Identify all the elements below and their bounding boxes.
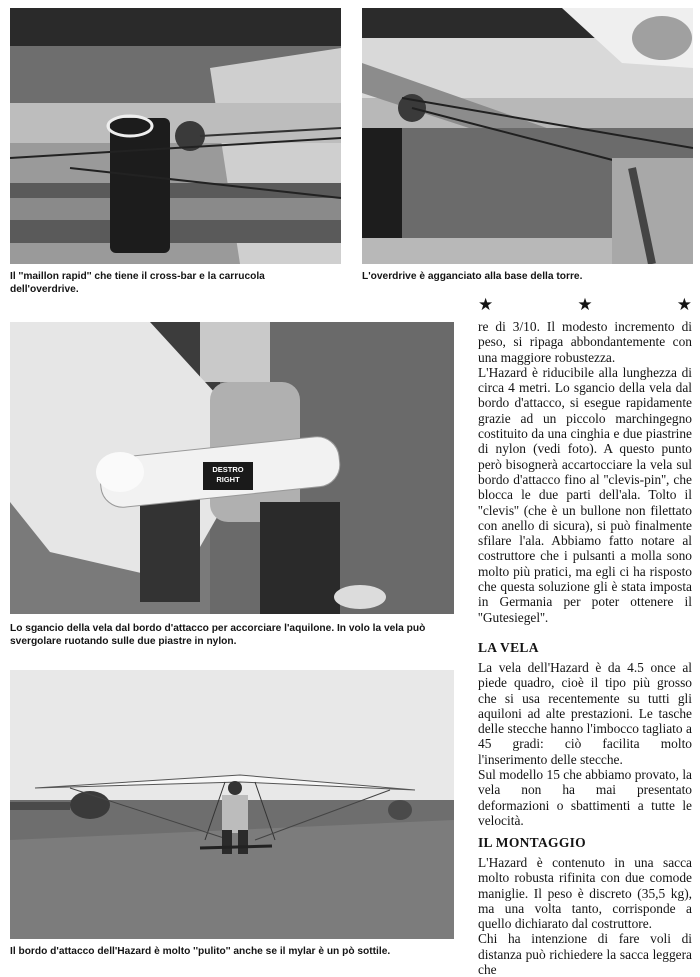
star-icon: ★ [577,295,593,314]
photo-bordo-attacco [10,670,454,939]
paragraph: L'Hazard è riducibile alla lunghezza di circa 4 metri. Lo sgancio della vela dal bordo d'attacco, si esegue rapidamente grazie ad un piccolo marchingegno costituito da una cinghia e due piastrine di nylon (vedi foto). A questo punto però bisognerà accartocciare la vela sul bordo d'attacco fino al ''clevis-pin'', che blocca le due parti dell'ala. Tolto il ''clevis'' (che è un bullone non filettato con anello di sicura), si può finalmente sfilare l'ala. Abbiamo fatto notare al costruttore che i pulsanti a molla sono molto più pratici, ma egli ci ha risposto che questa soluzione gli è stata imposta in Germania per poter ottenere il ''Gutesiegel''. [478,364,692,625]
paragraph: Sul modello 15 che abbiamo provato, la vela non ha mai presentato deformazioni o sbattimenti a tutte le velocità. [478,767,692,828]
paragraph: Chi ha intenzione di fare voli di distanza può richiedere la sacca leggera che [478,931,692,977]
article-block-vela [478,660,692,828]
paragraph: re di 3/10. Il modesto incremento di peso, si ripaga abbondantemente con una maggiore robustezza. [478,319,692,365]
photo-sgancio-vela [10,322,454,614]
caption-maillon-rapid: Il ''maillon rapid'' che tiene il cross-bar e la carrucola dell'overdrive. [10,271,265,295]
heading-la-vela: LA VELA [478,640,539,655]
sleeve-label-right: RIGHT [216,475,240,484]
article-block-montaggio [478,855,692,977]
star-separator [478,296,692,314]
paragraph: L'Hazard è contenuto in una sacca molto robusta rifinita con due comode maniglie. Il peso è discreto (35,5 kg), ma una volta tanto, corrisponde a quello dichiarato dal costruttore. [478,855,692,932]
caption-overdrive: L'overdrive è agganciato alla base della torre. [362,271,583,282]
caption-bordo-attacco: Il bordo d'attacco dell'Hazard è molto ''pulito'' anche se il mylar è un pò sottile. [10,946,391,957]
star-icon: ★ [676,295,692,314]
sleeve-label-destro: DESTRO [212,465,244,474]
heading-il-montaggio: IL MONTAGGIO [478,835,586,850]
photo-maillon-rapid [10,8,341,264]
star-icon: ★ [478,295,494,314]
caption-sgancio-vela: Lo sgancio della vela dal bordo d'attacco per accorciare l'aquilone. In volo la vela può svergolare ruotando sulle due piastre in nylon. [10,623,426,647]
photo-overdrive [362,8,693,264]
article-block-intro [478,319,692,625]
paragraph: La vela dell'Hazard è da 4.5 once al piede quadro, cioè il tipo più grosso che si usa recentemente su tutti gli aquiloni ad alte prestazioni. Le tasche delle stecche hanno l'imbocco tagliato a 45 gradi: ciò facilita molto l'inserimento delle stecche. [478,660,692,767]
